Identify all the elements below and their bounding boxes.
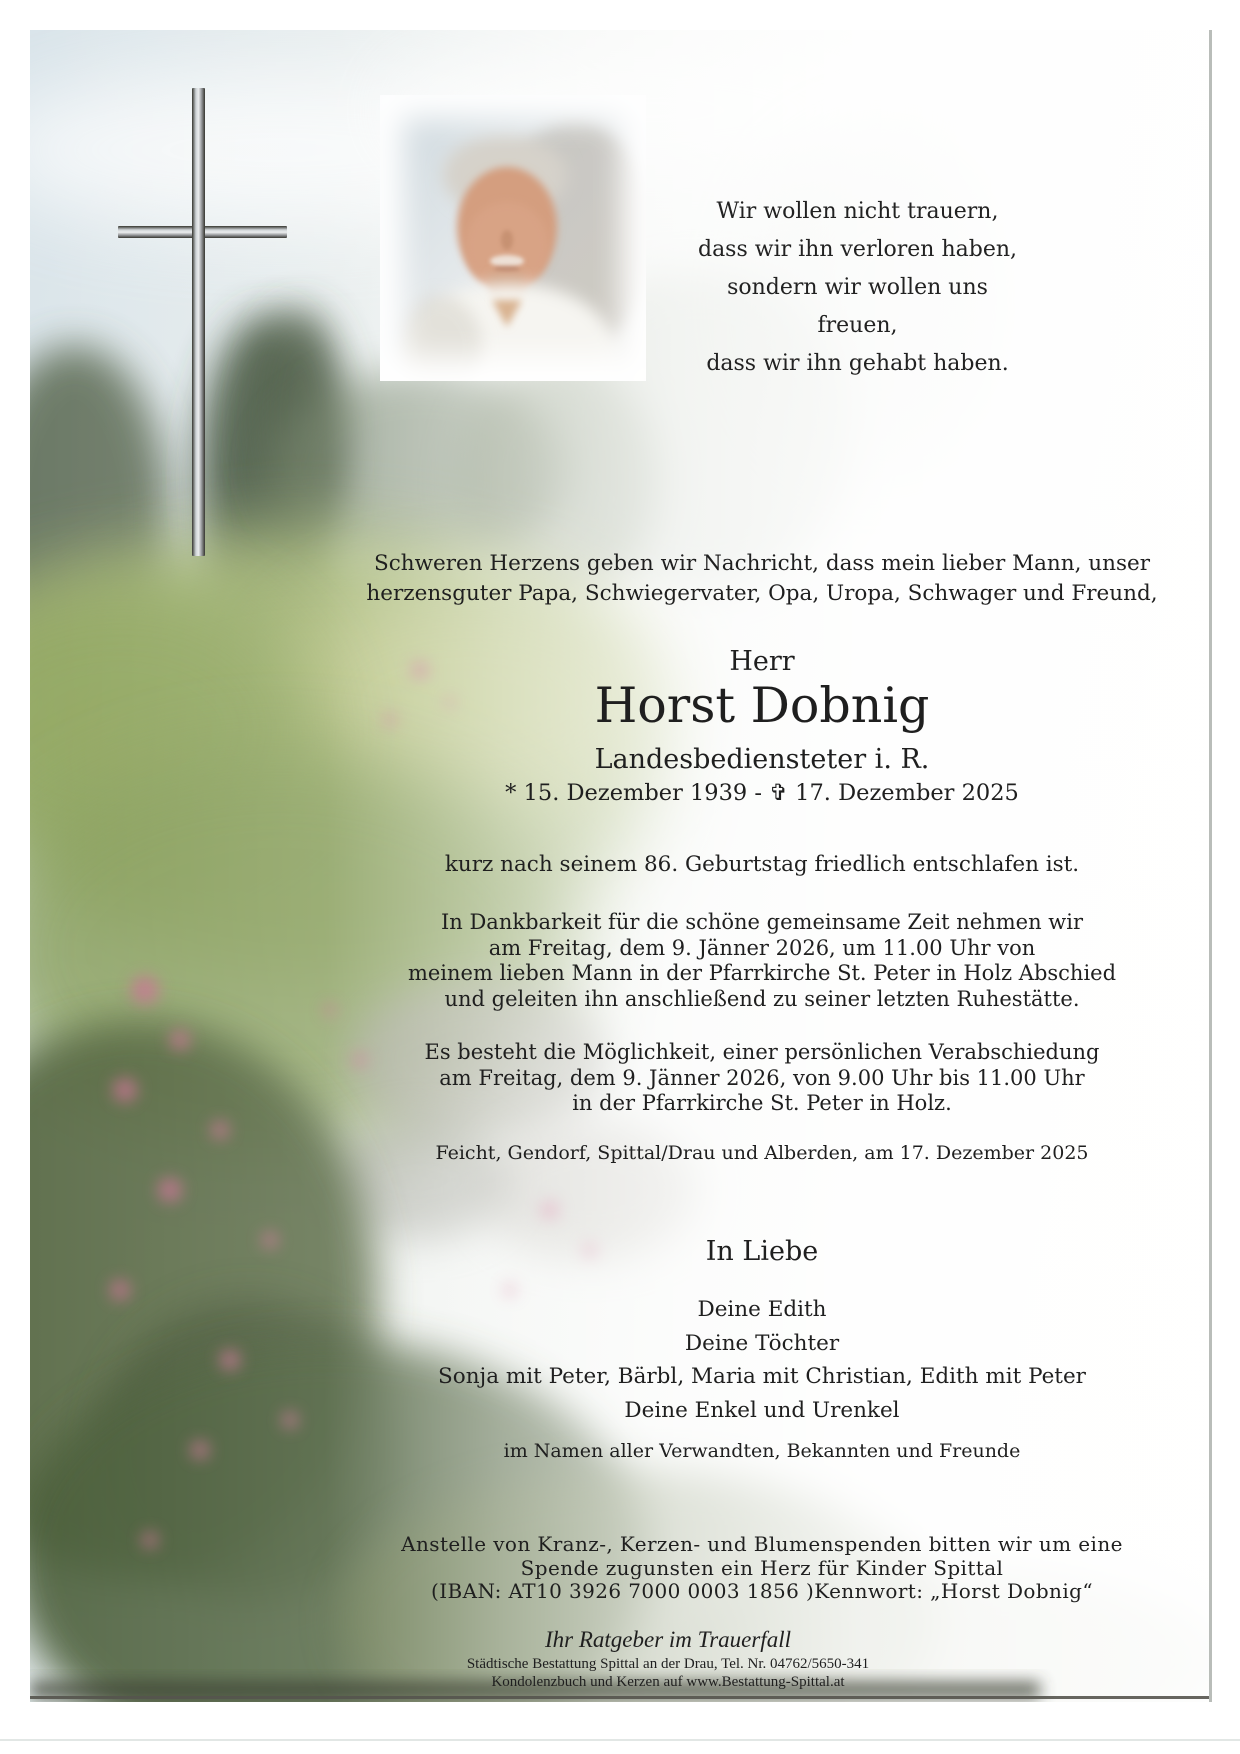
donation-line-2: Spende zugunsten ein Herz für Kinder Spittal — [520, 1555, 1004, 1580]
funeral-home-website: Kondolenzbuch und Kerzen auf www.Bestattung-Spittal.at — [491, 1674, 845, 1690]
announcement-line-2: herzensguter Papa, Schwiegervater, Opa, Uropa, Schwager und Freund, — [366, 581, 1158, 606]
mourner-line-4: Deine Enkel und Urenkel — [624, 1397, 900, 1423]
funeral-details — [352, 910, 1172, 1012]
funeral-line-4: und geleiten ihn anschließend zu seiner letzten Ruhestätte. — [444, 986, 1080, 1011]
farewell-line-1: Es besteht die Möglichkeit, einer persönlichen Verabschiedung — [424, 1040, 1100, 1064]
portrait-image — [380, 95, 646, 381]
farewell-details — [352, 1040, 1172, 1117]
funeral-line-3: meinem lieben Mann in der Pfarrkirche St. Peter in Holz Abschied — [407, 961, 1117, 985]
donation-line-3: (IBAN: AT10 3926 7000 0003 1856 )Kennwort: „Horst Dobnig“ — [431, 1579, 1093, 1603]
funeral-home-slogan: Ihr Ratgeber im Trauerfall — [545, 1627, 791, 1652]
verse-line-3: sondern wir wollen uns freuen, — [727, 275, 988, 338]
funeral-line-2: am Freitag, dem 9. Jänner 2026, um 11.00 Uhr von — [488, 935, 1036, 960]
funeral-line-1: In Dankbarkeit für die schöne gemeinsame Zeit nehmen wir — [440, 910, 1084, 934]
announcement-line-1: Schweren Herzens geben wir Nachricht, dass mein lieber Mann, unser — [373, 551, 1150, 576]
verse-line-1: Wir wollen nicht trauern, — [716, 199, 999, 224]
mourner-line-1: Deine Edith — [697, 1297, 827, 1322]
mourners-heading: In Liebe — [705, 1236, 819, 1267]
mourner-line-3: Sonja mit Peter, Bärbl, Maria mit Christian, Edith mit Peter — [438, 1364, 1086, 1389]
funeral-home-name: Städtische Bestattung Spittal an der Drau, Tel. Nr. 04762/5650-341 — [466, 1656, 870, 1672]
cross-icon — [192, 88, 205, 556]
birth-death-dates: * 15. Dezember 1939 - ✞ 17. Dezember 2025 — [505, 780, 1019, 806]
scan-edge-line — [0, 1739, 1240, 1741]
funeral-home-footer — [368, 1626, 968, 1691]
deceased-portrait-photo — [380, 95, 646, 381]
salutation: Herr — [729, 646, 795, 677]
farewell-line-2: am Freitag, dem 9. Jänner 2026, von 9.00 Uhr bis 11.00 Uhr — [439, 1065, 1085, 1090]
mourner-line-2: Deine Töchter — [684, 1330, 840, 1356]
verse-line-2: dass wir ihn verloren haben, — [697, 237, 1017, 262]
opening-verse — [690, 193, 1025, 383]
verse-line-4: dass wir ihn gehabt haben. — [706, 351, 1009, 376]
farewell-line-3: in der Pfarrkirche St. Peter in Holz. — [572, 1091, 952, 1115]
death-announcement — [352, 549, 1172, 609]
mourners-closing: im Namen aller Verwandten, Bekannten und Freunde — [503, 1440, 1021, 1462]
deceased-title: Landesbediensteter i. R. — [594, 744, 930, 775]
donation-line-1: Anstelle von Kranz-, Kerzen- und Blumenspenden bitten wir um eine — [401, 1532, 1123, 1556]
place-date-line: Feicht, Gendorf, Spittal/Drau und Alberden, am 17. Dezember 2025 — [435, 1142, 1089, 1164]
donation-request — [352, 1533, 1172, 1604]
passing-note: kurz nach seinem 86. Geburtstag friedlich entschlafen ist. — [444, 852, 1080, 877]
deceased-name: Horst Dobnig — [594, 677, 930, 734]
mourners-list — [352, 1293, 1172, 1427]
